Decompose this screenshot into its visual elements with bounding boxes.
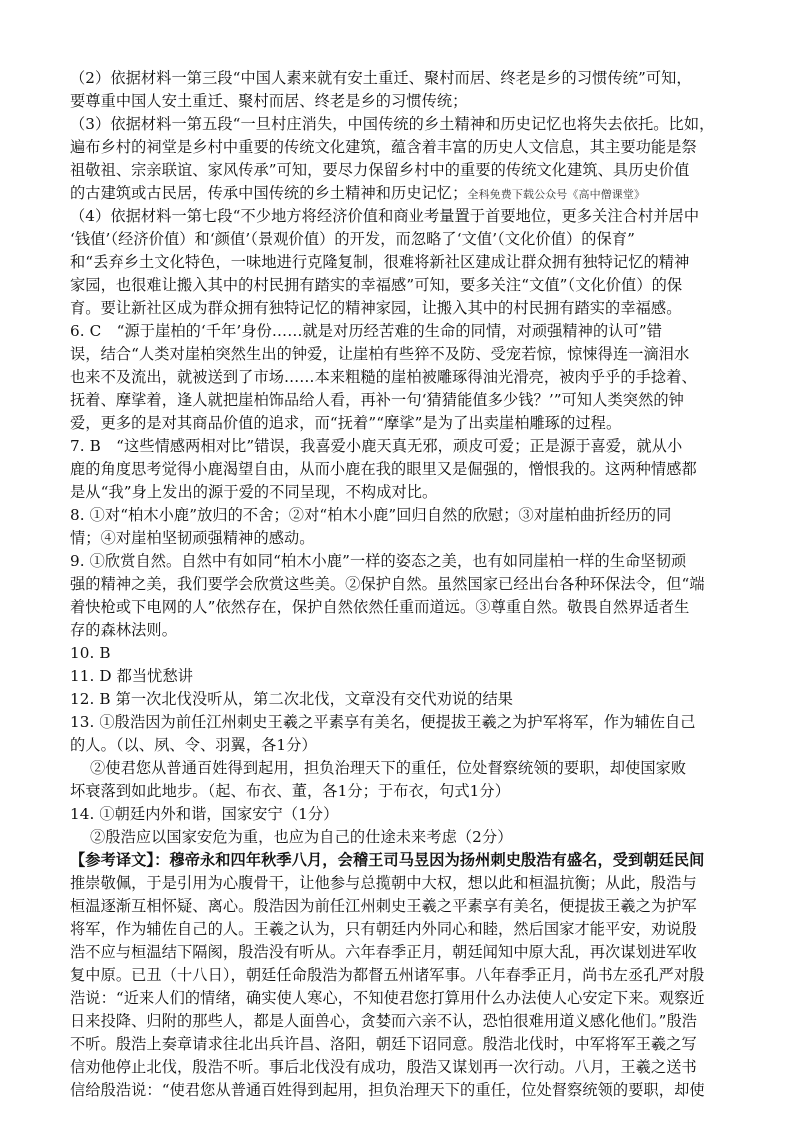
text-line: 强的精神之美，我们要学会欣赏这些美。②保护自然。虽然国家已经出台各种环保法令，但“端 [70,575,705,593]
text-line: ②使君您从普通百姓得到起用，担负治理天下的重任，位处督察统领的要职，却使国家败 [90,759,687,777]
answer-8: 8. ①对“柏木小鹿”放归的不舍；②对“柏木小鹿”回归自然的欣慰；③对崖柏曲折经历的同 [70,506,672,524]
text-line: 祖敬祖、宗亲联谊、家风传承”可知，要尽力保留乡村中的重要的传统文化建筑、具历史价值 [70,161,690,179]
text-line: 是从“我”身上发出的源于爱的不同呈现，不构成对比。 [70,483,438,501]
answer-11: 11. D 都当忧愁讲 [70,667,194,685]
text-line: 也来不及流出，就被送到了市场……本来粗糙的崖柏被雕琢得油光滑亮，被肉乎乎的手捻着、 [70,368,697,386]
text-line: 存的森林法则。 [70,621,178,639]
text-line: 桓温逐渐互相怀疑、离心。殷浩因为前任江州刺史王羲之平素享有美名，便提拔王羲之为护军 [70,897,697,915]
text-line: 将军，作为辅佐自己的人。王羲之认为，只有朝廷内外同心和睦，然后国家才能平安，劝说殷 [70,920,697,938]
text-line: 和“丢弃乡土文化特色，一味地进行克隆复制，很难将新社区建成让群众拥有独特记忆的精神 [70,253,690,271]
answer-9: 9. ①欣赏自然。自然中有如同“柏木小鹿”一样的姿态之美，也有如同崖柏一样的生命坚韧顽 [70,552,687,570]
watermark-text: 全科免费下载公众号《高中僧课堂》 [467,188,646,201]
translation-heading: 【参考译文】：穆帝永和四年秋季八月，会稽王司马昱因为扬州刺史殷浩有盛名，受到朝廷民间 [70,851,705,869]
text-line: 不听。殷浩上奏章请求往北出兵许昌、洛阳，朝廷下诏同意。殷浩北伐时，中军将军王羲之写 [70,1035,697,1053]
text-line: 遍布乡村的祠堂是乡村中重要的传统文化建筑，蕴含着丰富的历史人文信息，其主要功能是祭 [70,138,697,156]
text-line: 浩不应与桓温结下隔阂，殷浩没有听从。六年春季正月，朝廷闻知中原大乱，再次谋划进军收 [70,943,697,961]
text-line: 推崇敬佩，于是引用为心腹骨干，让他参与总揽朝中大权，想以此和桓温抗衡；从此，殷浩与 [70,874,697,892]
text-line: ②殷浩应以国家安危为重，也应为自己的仕途未来考虑（2分） [90,828,513,846]
text-line [70,181,645,205]
answer-13: 13. ①殷浩因为前任江州刺史王羲之平素享有美名，便提拔王羲之为护军将军，作为辅佐自己 [70,713,696,731]
text-line: 爱，更多的是对其商品价值的追求，而“抚着”“摩挲”是为了出卖崖柏雕琢的过程。 [70,414,622,432]
text-line: （3）依据材料一第五段“一旦村庄消失，中国传统的乡土精神和历史记忆也将失去依托。比如， [70,115,715,133]
answer-12: 12. B 第一次北伐没听从，第二次北伐，文章没有交代劝说的结果 [70,690,514,708]
text-line: 抚着、摩挲着，逢人就把崖柏饰品给人看，再补一句‘猜猜能值多少钱？’”可知人类突然的钟 [70,391,684,409]
text-line: 信劝他停止北伐，殷浩不听。事后北伐没有成功，殷浩又谋划再一次行动。八月，王羲之送书 [70,1058,697,1076]
answer-6: 6. C “源于崖柏的‘千年’身份……就是对历经苦难的生命的同情，对顽强精神的认可”错 [70,322,662,340]
text-line: 着快枪或下电网的人”依然存在，保护自然依然任重而道远。③尊重自然。敬畏自然界适者生 [70,598,690,616]
text-line: ‘钱值’（经济价值）和‘颜值’（景观价值）的开发，而忽略了‘文值’（文化价值）的保育” [70,230,635,248]
text-line: 育。要让新社区成为群众拥有独特记忆的精神家园，让搬入其中的村民拥有踏实的幸福感。 [70,299,682,317]
text-line: 要尊重中国人安土重迁、聚村而居、终老是乡的习惯传统； [70,92,468,110]
text-line: 误，结合“人类对崖柏突然生出的钟爱，让崖柏有些猝不及防、受宠若惊，惊悚得连一滴泪水 [70,345,690,363]
text-line: （4）依据材料一第七段“不少地方将经济价值和商业考量置于首要地位，更多关注合村并居中 [70,207,700,225]
text-line: 坏衰落到如此地步。（起、布衣、董，各1分；于布衣，句式1分） [70,782,510,800]
text-line: 的人。（以、夙、令、羽翼，各1分） [70,736,317,754]
answer-14: 14. ①朝廷内外和谐，国家安宁（1分） [70,805,339,823]
text-line: 信给殷浩说：“使君您从普通百姓得到起用，担负治理天下的重任，位处督察统领的要职，却使 [70,1081,705,1099]
answer-7: 7. B “这些情感两相对比”错误，我喜爱小鹿天真无邪，顽皮可爱；正是源于喜爱，就从小 [70,437,683,455]
text-line: 浩说：“近来人们的情绪，确实使人寒心，不知使君您打算用什么办法使人心安定下来。观察近 [70,989,705,1007]
text-line: （2）依据材料一第三段“中国人素来就有安土重迁、聚村而居、终老是乡的习惯传统”可知， [70,69,692,87]
answer-10: 10. B [70,644,111,662]
text-line: 复中原。已丑（十八日），朝廷任命殷浩为都督五州诸军事。八年春季正月，尚书左丞孔严对殷 [70,966,705,984]
text-line: 鹿的角度思考觉得小鹿渴望自由，从而小鹿在我的眼里又是倔强的，憎恨我的。这两种情感都 [70,460,697,478]
text-line-content: 的古建筑或古民居，传承中国传统的乡土精神和历史记忆； [70,184,468,202]
text-line: 情；④对崖柏坚韧顽强精神的感动。 [70,529,315,547]
text-line: 日来投降、归附的那些人，都是人面兽心，贪婪而六亲不认，恐怕很难用道义感化他们。”殷浩 [70,1012,698,1030]
text-line: 家园，也很难让搬入其中的村民拥有踏实的幸福感”可知，要多关注“文值”（文化价值）的保 [70,276,683,294]
